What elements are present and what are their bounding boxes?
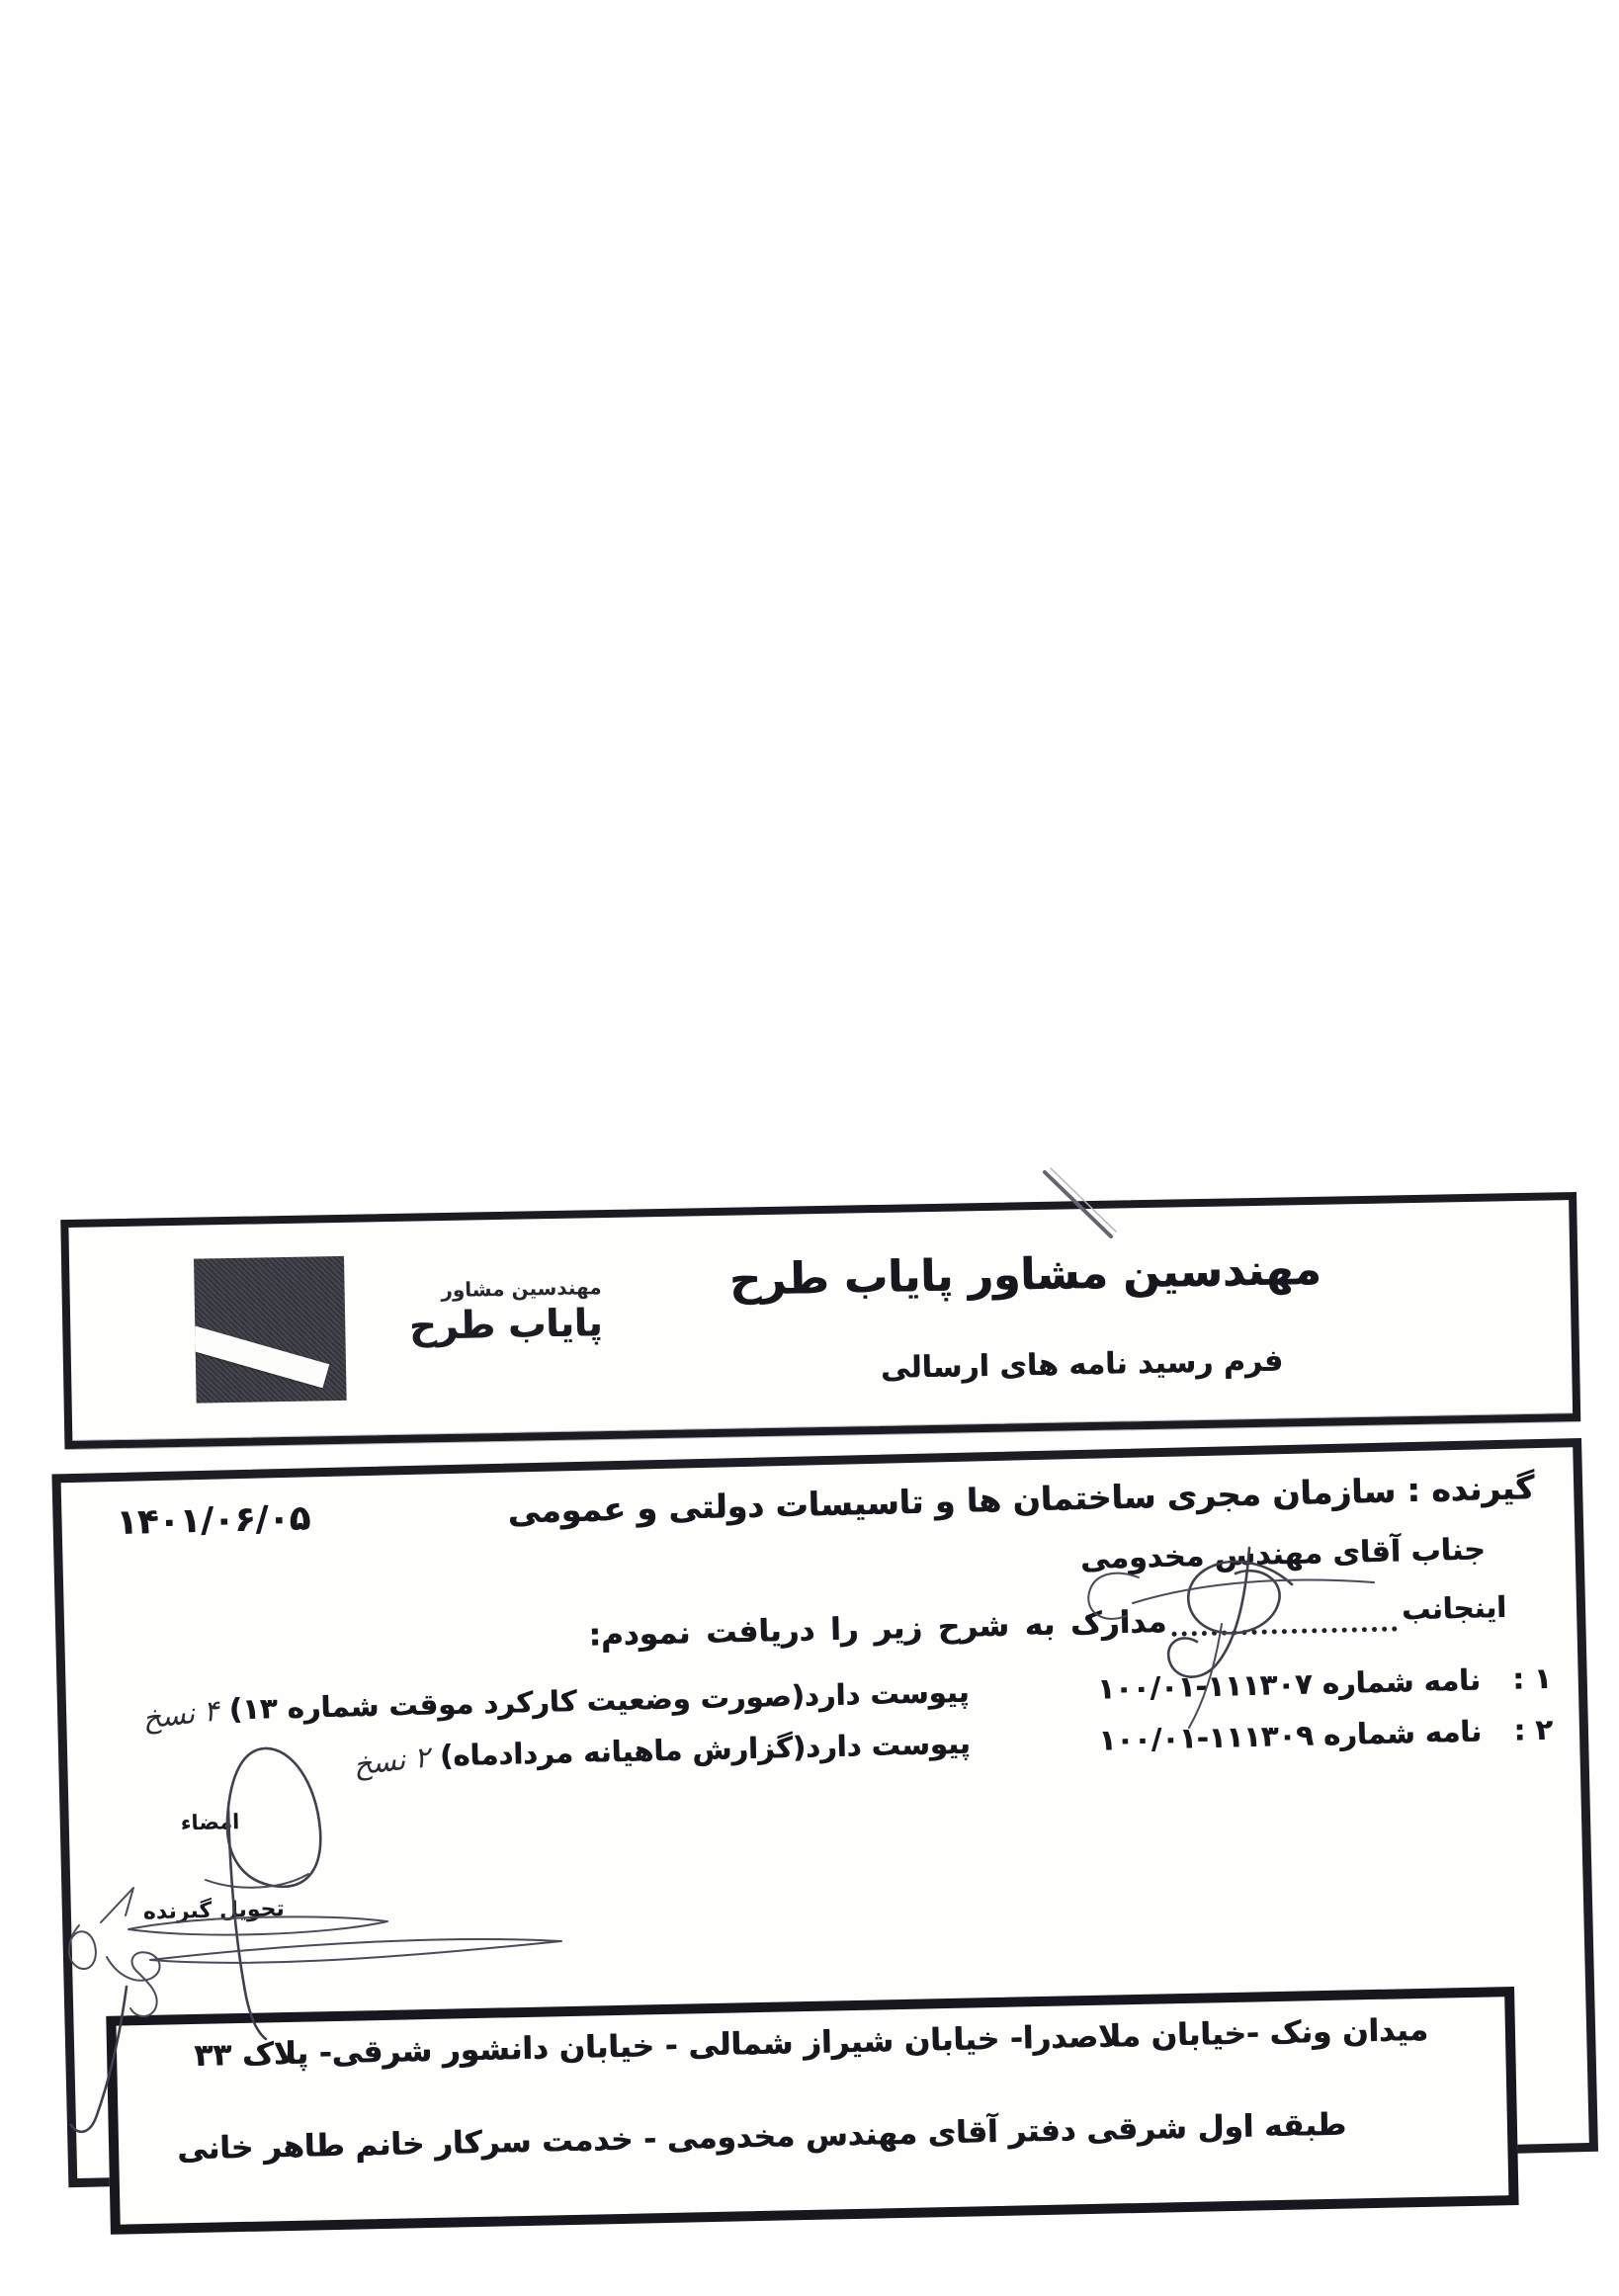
logo-small-text: مهندسین مشاور: [441, 1275, 602, 1303]
item-attachment: پیوست دارد(صورت وضعیت کارکرد موقت شماره ۱۳): [228, 1674, 970, 1727]
item-attachment: پیوست دارد(گزارش ماهیانه مردادماه): [439, 1726, 971, 1773]
undersigned-label: اینجانب: [1401, 1589, 1507, 1627]
address-line-1: میدان ونک -خیابان ملاصدرا- خیابان شیراز شمالی - خیابان دانشور شرقی- پلاک ۳۳: [193, 2011, 1429, 2074]
signature-dotted-line: [1171, 1592, 1398, 1636]
item-index: ۱ :: [1511, 1660, 1553, 1696]
letterhead-box: [60, 1192, 1580, 1449]
logo-text: [358, 1275, 602, 1348]
form-title: فرم رسید نامه های ارسالی: [880, 1343, 1284, 1386]
undersigned-row: [64, 1588, 1577, 1665]
item-index: ۲ :: [1513, 1712, 1554, 1747]
received-phrase: مدارک به شرح زیر را دریافت نمودم:: [588, 1603, 1167, 1654]
delivered-by-label: تحویل گیرنده: [142, 1897, 286, 1925]
address-line-2: طبقه اول شرقی دفتر آقای مهندس مخدومی - خدمت سرکار خانم طاهر خانی: [176, 2106, 1347, 2168]
logo-stripe-icon: [194, 1324, 329, 1388]
logo-wordmark: پایاب طرح: [408, 1301, 603, 1348]
item-handwritten-copies: ۲ نسخ: [352, 1740, 432, 1782]
logo-mark: [194, 1256, 347, 1403]
company-logo: [194, 1256, 603, 1403]
signature-label: امضاء: [180, 1810, 240, 1835]
document-date: ۱۴۰۱/۰۶/۰۵: [116, 1498, 311, 1543]
address-box: [106, 1987, 1518, 2235]
company-title: مهندسین مشاور پایاب طرح: [728, 1243, 1321, 1306]
receiver-line: گیرنده : سازمان مجری ساختمان ها و تاسیسات دولتی و عمومی: [507, 1468, 1535, 1531]
item-handwritten-copies: ۴ نسخ: [140, 1693, 221, 1736]
item-letter-number: نامه شماره ۱۱۱۳۰۷-۱۰۰/۰۱: [1096, 1662, 1482, 1706]
attention-line: جناب آقای مهندس مخدومی: [1079, 1532, 1487, 1576]
item-letter-number: نامه شماره ۱۱۱۳۰۹-۱۰۰/۰۱: [1098, 1714, 1483, 1757]
